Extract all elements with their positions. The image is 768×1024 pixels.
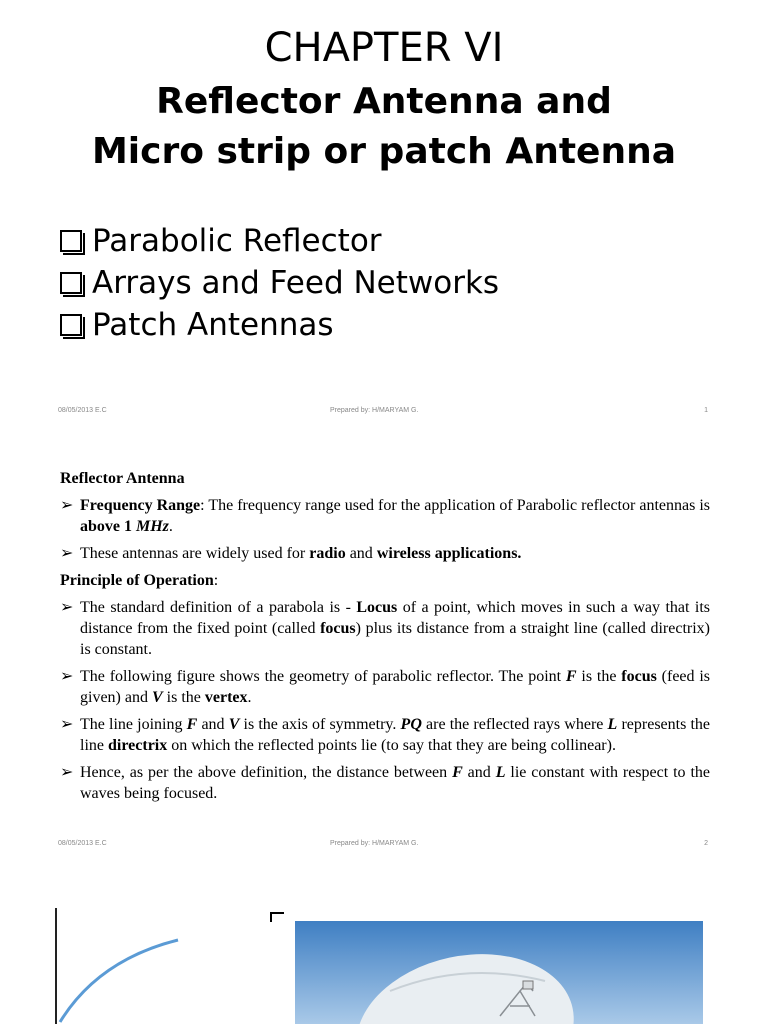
list-item xyxy=(60,762,710,804)
slide-1-footer xyxy=(0,407,768,419)
slide-2-content xyxy=(60,468,710,810)
body-text: on which the reflected points lie (to say that they are being collinear). xyxy=(167,737,616,754)
chapter-title: CHAPTER VI xyxy=(264,25,504,71)
body-text: The line joining xyxy=(80,716,187,733)
bold-term: Frequency Range xyxy=(80,497,201,514)
arrow-bullet-icon: ➢ xyxy=(60,764,74,781)
body-text: is the xyxy=(576,668,622,685)
bold-term: focus xyxy=(621,668,657,685)
symbol-F: F xyxy=(452,764,463,781)
principle-heading xyxy=(60,570,710,591)
heading-colon: : xyxy=(213,572,219,589)
topic-item xyxy=(60,220,499,262)
slide-2-footer xyxy=(0,840,768,852)
topic-item xyxy=(60,262,499,304)
arrow-bullet-icon: ➢ xyxy=(60,716,74,733)
body-text: ) plus its distance from a straight line (called directrix) is constant. xyxy=(80,620,710,658)
chapter-subtitle-line-1: Reflector Antenna and xyxy=(156,81,612,122)
body-text: The following figure shows the geometry of parabolic reflector. The point xyxy=(80,668,566,685)
list-item xyxy=(60,543,710,564)
body-text: and xyxy=(345,545,377,562)
body-text: (feed is given) and xyxy=(80,668,711,706)
slide-1 xyxy=(0,0,768,432)
section-heading: Reflector Antenna xyxy=(60,470,185,487)
topic-label: Patch Antennas xyxy=(92,307,334,343)
bold-term: directrix xyxy=(108,737,168,754)
chapter-subtitle-line-2: Micro strip or patch Antenna xyxy=(91,131,676,172)
list-item xyxy=(60,666,710,708)
bold-term: above 1 xyxy=(80,518,136,535)
symbol-V: V xyxy=(151,689,163,706)
parabola-curve-figure xyxy=(58,930,188,1024)
dish-antenna-photo xyxy=(295,921,703,1024)
body-text: represents the line xyxy=(80,716,711,754)
body-text: . xyxy=(168,518,173,535)
body-text: Hence, as per the above definition, the distance between xyxy=(80,764,453,781)
bold-term: vertex xyxy=(204,689,248,706)
body-text: are the reflected rays where xyxy=(421,716,608,733)
topic-label: Parabolic Reflector xyxy=(92,223,382,259)
principle-heading-text: Principle of Operation xyxy=(60,572,214,589)
arrow-bullet-icon: ➢ xyxy=(60,599,74,616)
dish-antenna-image xyxy=(295,921,703,1024)
figure-axis-line xyxy=(55,908,57,1024)
bold-term: radio xyxy=(309,545,346,562)
body-text: The standard definition of a parabola is - xyxy=(80,599,357,616)
topic-item xyxy=(60,304,499,346)
bold-term: focus xyxy=(320,620,356,637)
footer-author: Prepared by: H/MARYAM G. xyxy=(330,407,419,414)
arrow-bullet-icon: ➢ xyxy=(60,545,74,562)
footer-page-number: 2 xyxy=(704,840,708,847)
checkbox-square-icon xyxy=(60,230,82,252)
list-item xyxy=(60,597,710,660)
feed-horn xyxy=(523,981,533,989)
list-item xyxy=(60,495,710,537)
topic-label: Arrays and Feed Networks xyxy=(92,265,500,301)
body-text: : The frequency range used for the application of Parabolic reflector antennas is xyxy=(200,497,711,514)
parabola-curve xyxy=(60,940,178,1022)
symbol-F: F xyxy=(186,716,198,733)
corner-mark xyxy=(270,912,284,922)
arrow-bullet-icon: ➢ xyxy=(60,497,74,514)
body-text: These antennas are widely used for xyxy=(80,545,310,562)
symbol-L: L xyxy=(607,716,618,733)
body-text: and xyxy=(197,716,229,733)
topic-list xyxy=(60,220,499,346)
checkbox-square-icon xyxy=(60,314,82,336)
body-text: is the xyxy=(162,689,205,706)
list-item xyxy=(60,714,710,756)
arrow-bullet-icon: ➢ xyxy=(60,668,74,685)
body-text: of a point, which moves in such a way that its distance from the fixed point (called xyxy=(80,599,710,637)
footer-page-number: 1 xyxy=(704,407,708,414)
symbol-L: L xyxy=(495,764,506,781)
footer-author: Prepared by: H/MARYAM G. xyxy=(330,840,419,847)
unit-text: MHz xyxy=(136,518,169,535)
body-text: lie constant with respect to the waves being focused. xyxy=(80,764,710,802)
checkbox-square-icon xyxy=(60,272,82,294)
body-text: and xyxy=(462,764,496,781)
bold-term: Locus xyxy=(356,599,398,616)
body-text: is the axis of symmetry. xyxy=(239,716,401,733)
body-text: . xyxy=(247,689,252,706)
symbol-V: V xyxy=(228,716,240,733)
bold-term: wireless applications. xyxy=(376,545,522,562)
footer-date: 08/05/2013 E.C xyxy=(58,407,107,414)
symbol-F: F xyxy=(565,668,577,685)
symbol-PQ: PQ xyxy=(400,716,422,733)
footer-date: 08/05/2013 E.C xyxy=(58,840,107,847)
